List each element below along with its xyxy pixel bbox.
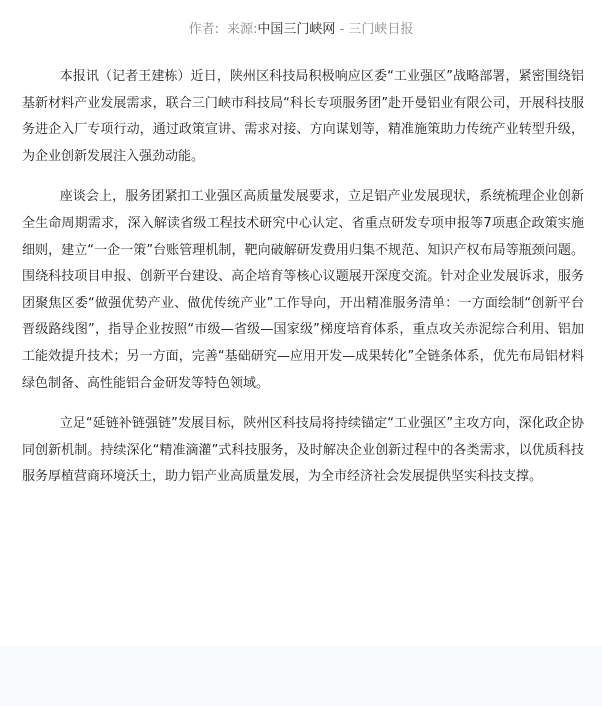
article-paragraph-2: 座谈会上，服务团紧扣工业强区高质量发展要求，立足铝产业发展现状，系统梳理企业创新全生命周期需求，深入解读省级工程技术研究中心认定、省重点研发专项申报等7项惠企政策实施细则，建立“一企一策”台账管理机制，靶向破解研发费用归集不规范、知识产权布局等瓶颈问题。围绕科技项目申报、创新平台建设、高企培育等核心议题展开深度交流。针对企业发展诉求，服务团聚焦区委“做强优势产业、做优传统产业”工作导向，开出精准服务清单：一方面绘制“创新平台晋级路线图”，指导企业按照“市级—省级—国家级”梯度培育体系，重点攻关赤泥综合利用、铝加工能效提升技术；另一方面，完善“基础研究—应用开发—成果转化”全链条体系，优先布局铝材料绿色制备、高性能铝合金研发等特色领域。 bbox=[22, 189, 584, 391]
article-paragraph-1: 本报讯（记者王建栋）近日，陕州区科技局积极响应区委“工业强区”战略部署，紧密围绕铝基新材料产业发展需求，联合三门峡市科技局“科长专项服务团”赴开曼铝业有限公司，开展科技服务进企入厂专项行动，通过政策宣讲、需求对接、方向谋划等，精准施策助力传统产业转型升级，为企业创新发展注入强劲动能。 bbox=[22, 69, 584, 164]
article-body bbox=[22, 64, 584, 505]
article-paragraph-3: 立足“延链补链强链”发展目标，陕州区科技局将持续锚定“工业强区”主攻方向，深化政企协同创新机制。持续深化“精准滴灌”式科技服务，及时解决企业创新过程中的各类需求，以优质科技服务厚植营商环境沃土，助力铝产业高质量发展，为全市经济社会发展提供坚实科技支撑。 bbox=[22, 416, 584, 485]
source-separator: - bbox=[335, 22, 349, 37]
source-name-link[interactable]: 中国三门峡网 bbox=[257, 22, 336, 37]
article-meta bbox=[0, 20, 602, 40]
source-paper: 三门峡日报 bbox=[348, 22, 414, 37]
author-label: 作者: bbox=[188, 22, 219, 37]
page-footer-area bbox=[0, 646, 602, 706]
source-label: 来源: bbox=[227, 22, 258, 37]
